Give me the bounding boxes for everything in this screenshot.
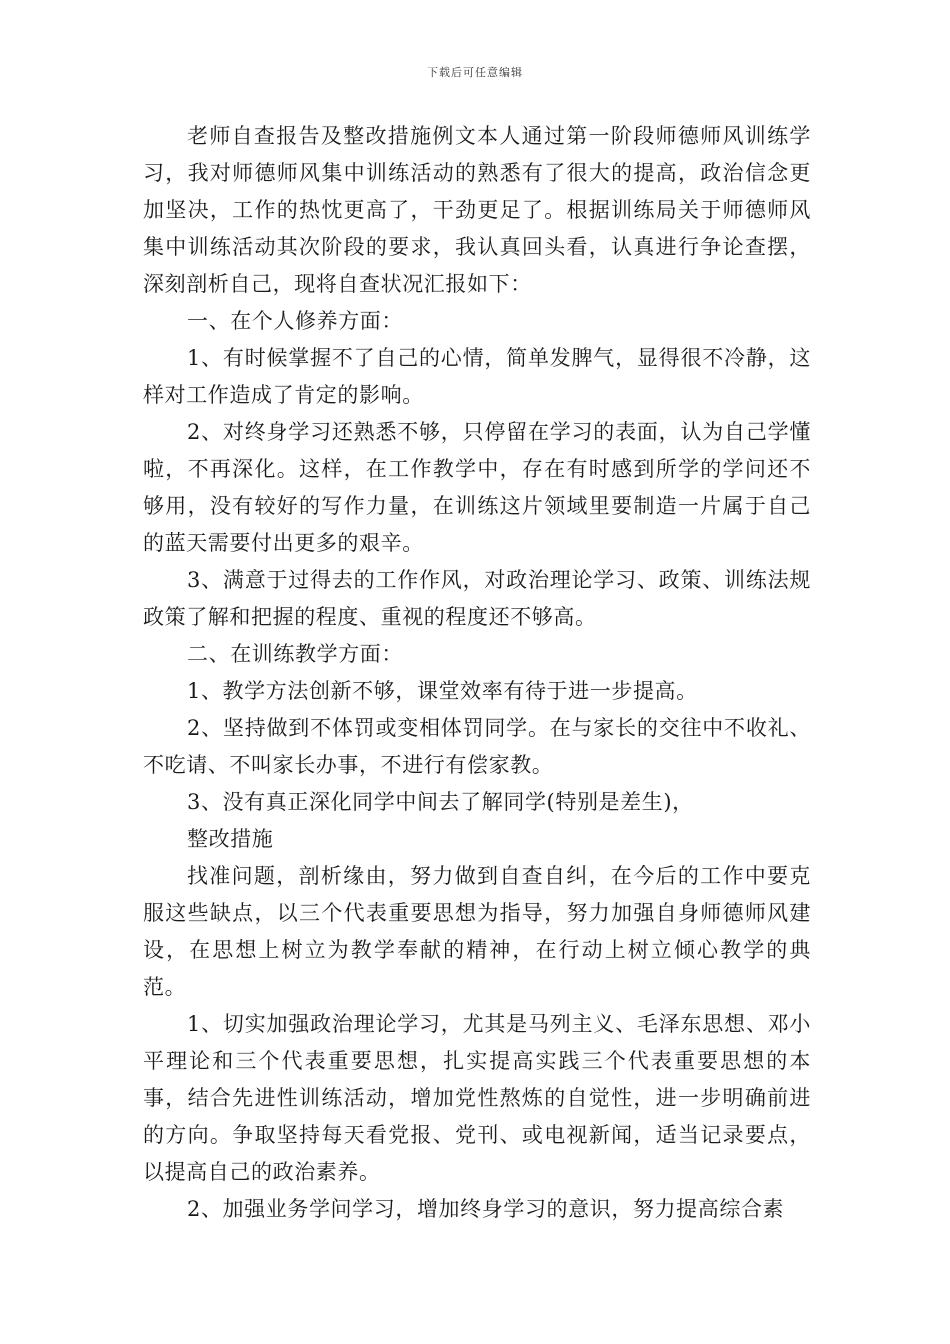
paragraph-item: 1、教学方法创新不够，课堂效率有待于进一步提高。 [187, 679, 698, 703]
section-heading-teaching: 二、在训练教学方面： [187, 642, 403, 666]
paragraph-item: 2、加强业务学问学习，增加终身学习的意识，努力提高综合素 [187, 1197, 785, 1221]
paragraph-item: 3、没有真正深化同学中间去了解同学(特别是差生)， [187, 790, 694, 814]
paragraph-item: 2、坚持做到不体罚或变相体罚同学。在与家长的交往中不收礼、不吃请、不叫家长办事，不进行有偿家教。 [143, 716, 811, 777]
paragraph-item: 1、切实加强政治理论学习，尤其是马列主义、毛泽东思想、邓小平理论和三个代表重要思想，扎实提高实践三个代表重要思想的本事，结合先进性训练活动，增加党性熬炼的自觉性，进一步明确前进的方向。争取坚持每天看党报、党刊、或电视新闻，适当记录要点，以提高自己的政治素养。 [143, 1012, 811, 1184]
section-heading-personal-cultivation: 一、在个人修养方面： [187, 309, 403, 333]
paragraph-intro: 老师自查报告及整改措施例文本人通过第一阶段师德师风训练学习，我对师德师风集中训练活动的熟悉有了很大的提高，政治信念更加坚决，工作的热忱更高了，干劲更足了。根据训练局关于师德师风集中训练活动其次阶段的要求，我认真回头看，认真进行争论查摆，深刻剖析自己，现将自查状况汇报如下： [143, 124, 811, 296]
header-note: 下载后可任意编辑 [427, 66, 523, 79]
paragraph-rectification-intro: 找准问题，剖析缘由，努力做到自查自纠，在今后的工作中要克服这些缺点，以三个代表重要思想为指导，努力加强自身师德师风建设，在思想上树立为教学奉献的精神，在行动上树立倾心教学的典范。 [143, 864, 811, 999]
paragraph-item: 2、对终身学习还熟悉不够，只停留在学习的表面，认为自己学懂啦，不再深化。这样，在工作教学中，存在有时感到所学的学问还不够用，没有较好的写作力量，在训练这片领域里要制造一片属于自己的蓝天需要付出更多的艰辛。 [143, 420, 811, 555]
paragraph-item: 1、有时候掌握不了自己的心情，简单发脾气，显得很不冷静，这样对工作造成了肯定的影响。 [143, 346, 811, 407]
paragraph-item: 3、满意于过得去的工作作风，对政治理论学习、政策、训练法规政策了解和把握的程度、重视的程度还不够高。 [143, 568, 811, 629]
section-heading-rectification: 整改措施 [187, 827, 274, 851]
document-body [143, 118, 811, 1228]
